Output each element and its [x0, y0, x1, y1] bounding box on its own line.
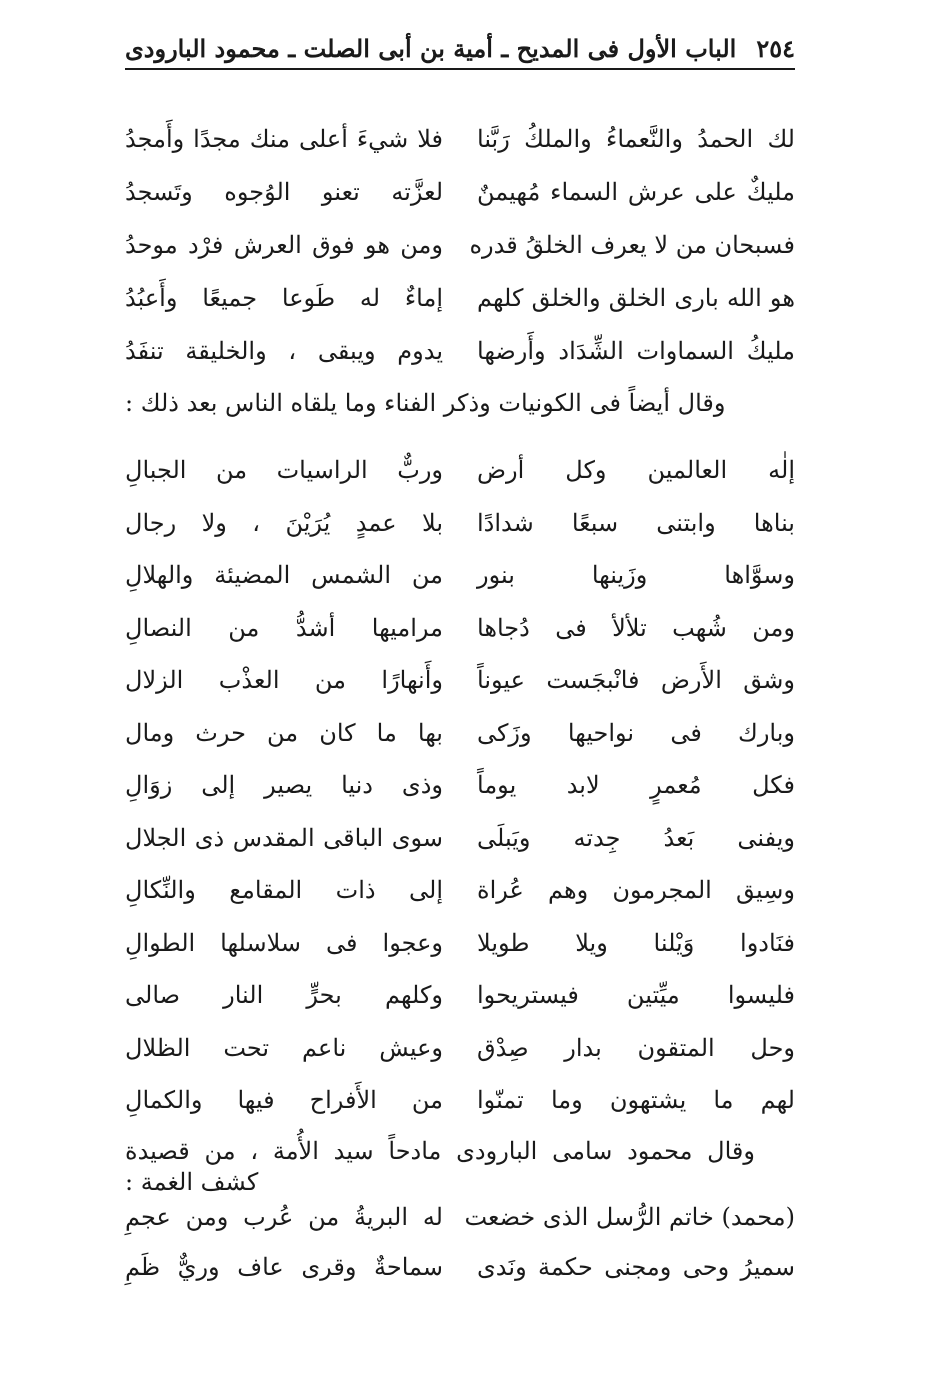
verse-line	[125, 1242, 795, 1292]
second-hemistich: سوى الباقى المقدس ذى الجلال	[125, 823, 443, 852]
verse-line	[125, 1022, 795, 1075]
first-hemistich: سميرُ وحى ومجنى حكمة ونَدى	[477, 1253, 795, 1281]
second-hemistich: بلا عمدٍ يُرَيْنَ ، ولا رجال	[125, 508, 443, 537]
verse-line	[125, 1074, 795, 1127]
verse-line	[125, 759, 795, 812]
second-hemistich: وعيش ناعم تحت الظلال	[125, 1033, 443, 1062]
first-hemistich: وسوَّاها وزَينها بنور	[477, 561, 795, 590]
verse-line	[125, 864, 795, 917]
intro-kawniyat	[125, 388, 795, 419]
second-hemistich: من الشمس المضيئة والهلالِ	[125, 561, 443, 590]
verse-line	[125, 497, 795, 550]
first-hemistich: فليسوا ميِّتين فيستريحوا	[477, 981, 795, 1010]
second-hemistich: إماءٌ له طَوعا جميعًا وأَعبُدُ	[125, 283, 443, 312]
second-hemistich: بها ما كان من حرث ومال	[125, 718, 443, 747]
first-hemistich: مليكٌ على عرش السماء مُهيمنٌ	[477, 177, 795, 206]
second-hemistich: وذى دنيا يصير إلى زوَالِ	[125, 771, 443, 800]
verse-line	[125, 654, 795, 707]
poem-kashf-al-ghumma	[125, 1192, 795, 1292]
first-hemistich: بناها وابتنى سبعًا شدادًا	[477, 508, 795, 537]
first-hemistich: لهم ما يشتهون وما تمنّوا	[477, 1086, 795, 1115]
first-hemistich: وسِيق المجرمون وهم عُراة	[477, 876, 795, 905]
second-hemistich: فلا شيءَ أعلى منك مجدًا وأَمجدُ	[125, 124, 443, 153]
first-hemistich: وبارك فى نواحيها وزَكى	[477, 718, 795, 747]
second-hemistich: من الأَفراح فيها والكمالِ	[125, 1086, 443, 1115]
verse-line	[125, 602, 795, 655]
verse-line	[125, 812, 795, 865]
poem-kawniyat	[125, 444, 795, 1127]
second-hemistich: لعزَّته تعنو الوُجوه وتَسجدُ	[125, 177, 443, 206]
verse-line	[125, 324, 795, 377]
running-title: الباب الأول فى المديح ـ أمية بن أبى الصلت ـ محمود البارودى	[125, 33, 737, 63]
header-rule	[125, 68, 795, 70]
second-hemistich: وعجوا فى سلاسلها الطوالِ	[125, 928, 443, 957]
first-hemistich: لك الحمدُ والنَّعماءُ والملكُ رَبَّنا	[477, 124, 795, 153]
verse-line	[125, 444, 795, 497]
first-hemistich: هو الله بارى الخلق والخلق كلهم	[477, 283, 795, 312]
poem-amayya-praise	[125, 112, 795, 377]
second-hemistich: وكلهم بحرٍّ النار صالى	[125, 981, 443, 1010]
second-hemistich: سماحةٌ وقرى عاف وريٌّ ظَمِ	[125, 1253, 443, 1281]
second-hemistich: إلى ذات المقامع والنِّكالِ	[125, 876, 443, 905]
first-hemistich: ويفنى بَعدُ جِدته ويَبلَى	[477, 823, 795, 852]
first-hemistich: فنَادوا وَيْلنا ويلا طويلا	[477, 928, 795, 957]
verse-line	[125, 165, 795, 218]
verse-line	[125, 549, 795, 602]
first-hemistich: مليكُ السماوات الشِّدَاد وأَرضها	[477, 336, 795, 365]
verse-line	[125, 1192, 795, 1242]
first-hemistich: إلٰه العالمين وكل أرض	[477, 456, 795, 485]
verse-line	[125, 969, 795, 1022]
intro-barudi	[125, 1136, 795, 1198]
first-hemistich: فسبحان من لا يعرف الخلقُ قدره	[469, 230, 795, 259]
first-hemistich: (محمد) خاتم الرُّسل الذى خضعت	[464, 1203, 795, 1231]
first-hemistich: وشق الأَرض فانْبجَست عيوناً	[477, 666, 795, 695]
verse-line	[125, 112, 795, 165]
verse-line	[125, 271, 795, 324]
first-hemistich: ومن شُهب تلألأ فى دُجاها	[477, 613, 795, 642]
second-hemistich: له البريةُ من عُرب ومن عجمِ	[125, 1203, 443, 1231]
intro-text: وقال أيضاً فى الكونيات وذكر الفناء وما يلقاه الناس بعد ذلك :	[125, 389, 726, 417]
verse-line	[125, 917, 795, 970]
verse-line	[125, 218, 795, 271]
second-hemistich: وربٌّ الراسيات من الجبالِ	[125, 456, 443, 485]
intro-text: وقال محمود سامى البارودى مادحاً سيد الأُمة ، من قصيدة كشف الغمة :	[125, 1137, 755, 1197]
second-hemistich: يدوم ويبقى ، والخليقة تنفَدُ	[125, 336, 443, 365]
first-hemistich: فكل مُعمرٍ لابد يوماً	[477, 771, 795, 800]
first-hemistich: وحل المتقون بدار صِدْق	[477, 1033, 795, 1062]
second-hemistich: وأَنهارًا من العذْب الزلال	[125, 666, 443, 695]
second-hemistich: مراميها أشدُّ من النصالِ	[125, 613, 443, 642]
page-header	[125, 30, 795, 66]
verse-line	[125, 707, 795, 760]
second-hemistich: ومن هو فوق العرش فرْد موحدُ	[125, 230, 443, 259]
page-number: ٢٥٤	[756, 33, 795, 63]
